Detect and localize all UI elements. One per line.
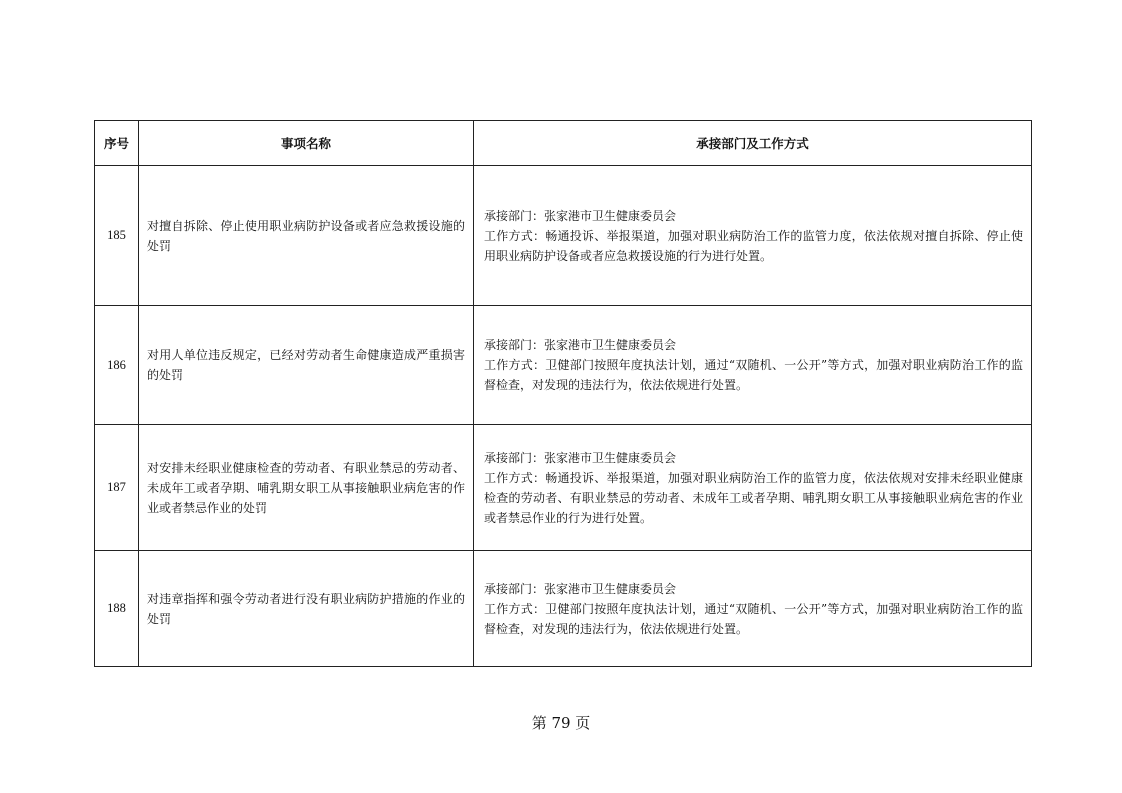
- table-row: [95, 551, 1032, 667]
- dept-label: 承接部门：张家港市卫生健康委员会: [484, 208, 677, 223]
- header-seq: 序号: [95, 121, 139, 166]
- row-name: 对用人单位违反规定，已经对劳动者生命健康造成严重损害的处罚: [139, 306, 474, 425]
- table-row: [95, 166, 1032, 306]
- row-dept: [474, 425, 1032, 551]
- work-method: 工作方式：卫健部门按照年度执法计划，通过“双随机、一公开”等方式，加强对职业病防治工作的监督检查，对发现的违法行为，依法依规进行处置。: [484, 601, 1023, 636]
- table-row: [95, 425, 1032, 551]
- table-row: [95, 306, 1032, 425]
- row-seq: 188: [95, 551, 139, 667]
- row-name: 对安排未经职业健康检查的劳动者、有职业禁忌的劳动者、未成年工或者孕期、哺乳期女职工从事接触职业病危害的作业或者禁忌作业的处罚: [139, 425, 474, 551]
- work-method: 工作方式：畅通投诉、举报渠道，加强对职业病防治工作的监管力度，依法依规对擅自拆除、停止使用职业病防护设备或者应急救援设施的行为进行处置。: [484, 228, 1023, 263]
- table-header-row: [95, 121, 1032, 166]
- row-dept: [474, 166, 1032, 306]
- dept-label: 承接部门：张家港市卫生健康委员会: [484, 450, 677, 465]
- row-dept: [474, 306, 1032, 425]
- row-dept: [474, 551, 1032, 667]
- work-method: 工作方式：畅通投诉、举报渠道，加强对职业病防治工作的监管力度，依法依规对安排未经职业健康检查的劳动者、有职业禁忌的劳动者、未成年工或者孕期、哺乳期女职工从事接触职业病危害的作业或者禁忌作业的行为进行处置。: [484, 470, 1023, 525]
- matters-table: [94, 120, 1032, 667]
- dept-label: 承接部门：张家港市卫生健康委员会: [484, 338, 677, 352]
- page-number: 第 79 页: [531, 714, 591, 732]
- row-name: 对擅自拆除、停止使用职业病防护设备或者应急救援设施的处罚: [139, 166, 474, 306]
- dept-label: 承接部门：张家港市卫生健康委员会: [484, 581, 677, 596]
- row-name: 对违章指挥和强令劳动者进行没有职业病防护措施的作业的处罚: [139, 551, 474, 667]
- row-seq: 185: [95, 166, 139, 306]
- header-dept: 承接部门及工作方式: [474, 121, 1032, 166]
- row-seq: 186: [95, 306, 139, 425]
- header-name: 事项名称: [139, 121, 474, 166]
- work-method: 工作方式：卫健部门按照年度执法计划，通过“双随机、一公开”等方式，加强对职业病防治工作的监督检查，对发现的违法行为，依法依规进行处置。: [484, 358, 1023, 392]
- row-seq: 187: [95, 425, 139, 551]
